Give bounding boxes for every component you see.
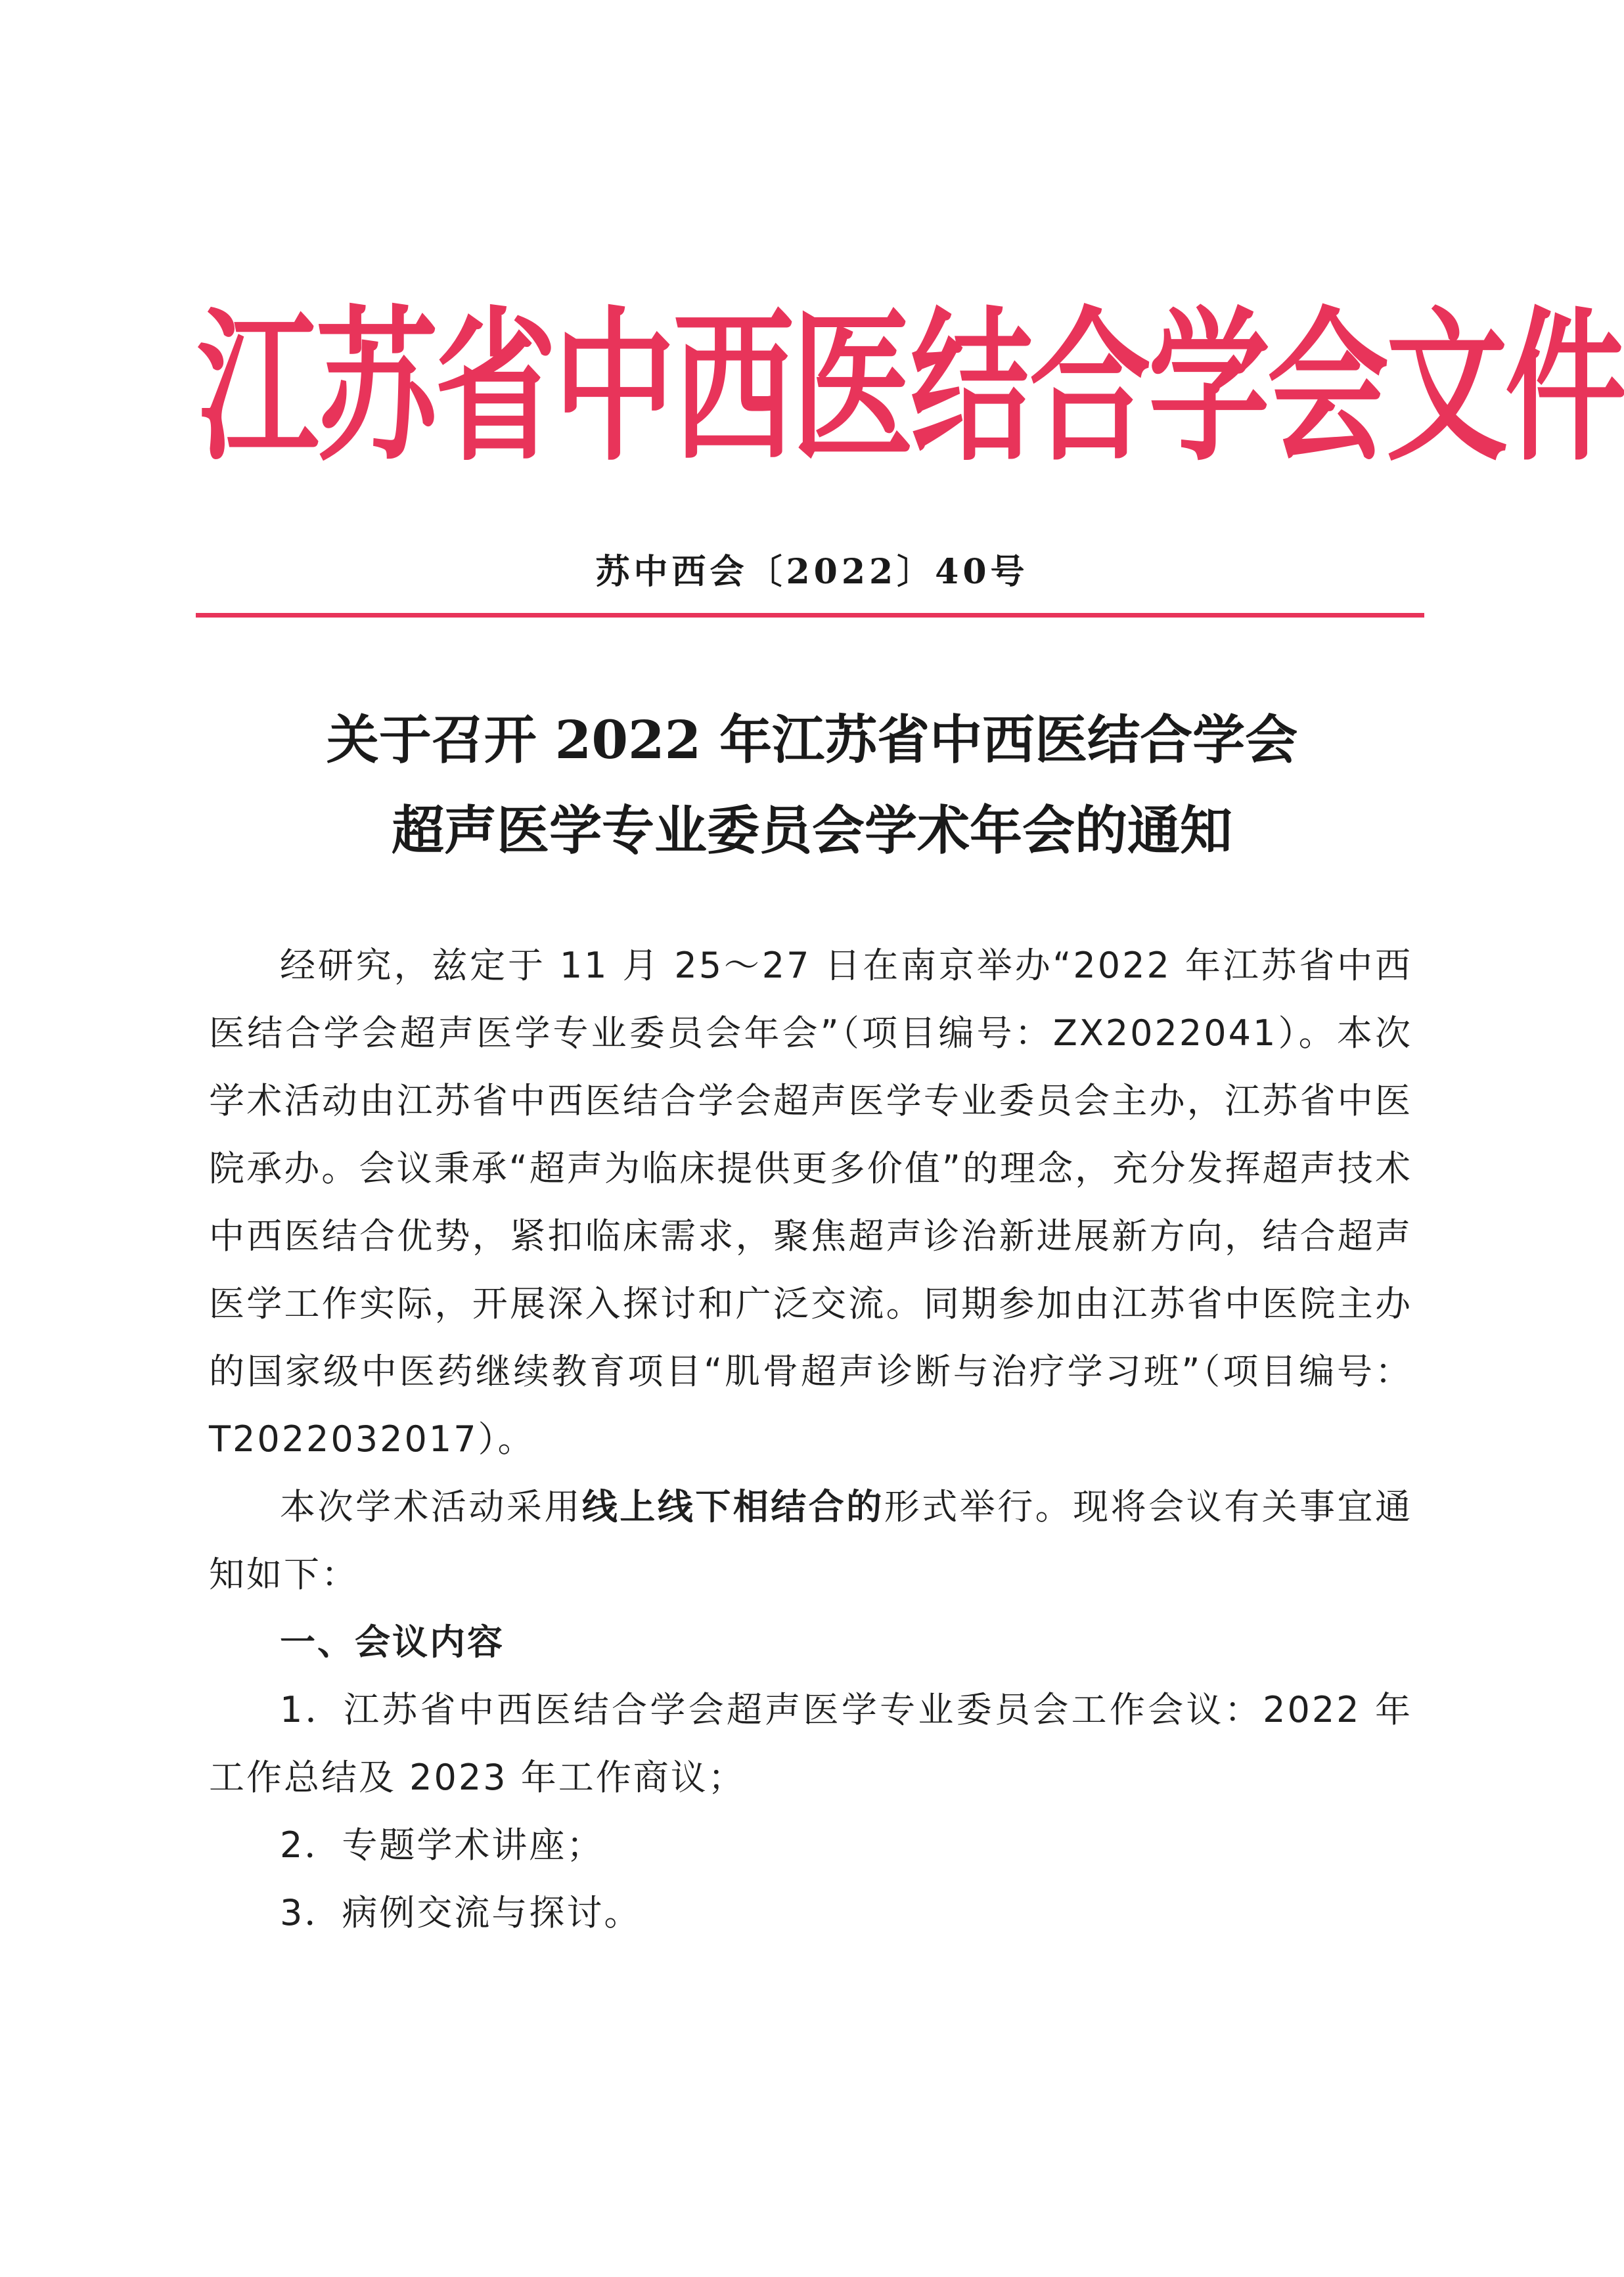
list-item: 2．专题学术讲座；: [280, 1824, 604, 1866]
section-heading-meeting-content: 一、会议内容: [280, 1621, 505, 1663]
paragraph-2-suffix: 形式举行。现将会议有关事宜通知如下：: [209, 1486, 1413, 1595]
body-paragraph-2: [209, 1473, 1412, 1608]
paragraph-2-emphasis: 线上线下相结合的: [581, 1486, 884, 1527]
document-number: 苏中西会〔2022〕40号: [595, 552, 1029, 592]
org-masthead-title: 江苏省中西医结合学会文件: [197, 292, 1624, 484]
list-item: 1．江苏省中西医结合学会超声医学专业委员会工作会议：2022 年工作总结及 2023 年工作商议；: [209, 1689, 1412, 1798]
notice-body: [209, 932, 1412, 1947]
list-item: 3．病例交流与探讨。: [280, 1892, 642, 1933]
paragraph-2-prefix: 本次学术活动采用: [280, 1486, 582, 1527]
notice-title-line-2: 超声医学专业委员会学术年会的通知: [392, 800, 1232, 861]
notice-title-line-1: 关于召开 2022 年江苏省中西医结合学会: [326, 709, 1298, 771]
header-divider: [196, 613, 1424, 618]
body-paragraph-1: 经研究，兹定于 11 月 25～27 日在南京举办“2022 年江苏省中西医结合学会超声医学专业委员会年会”（项目编号：ZX2022041）。本次学术活动由江苏省中西医结合学会超声医学专业委员会主办，江苏省中医院承办。会议秉承“超声为临床提供更多价值”的理念，充分发挥超声技术中西医结合优势，紧扣临床需求，聚焦超声诊治新进展新方向，结合超声医学工作实际，开展深入探讨和广泛交流。同期参加由江苏省中医院主办的国家级中医药继续教育项目“肌骨超声诊断与治疗学习班”（项目编号：T2022032017）。: [209, 945, 1412, 1460]
